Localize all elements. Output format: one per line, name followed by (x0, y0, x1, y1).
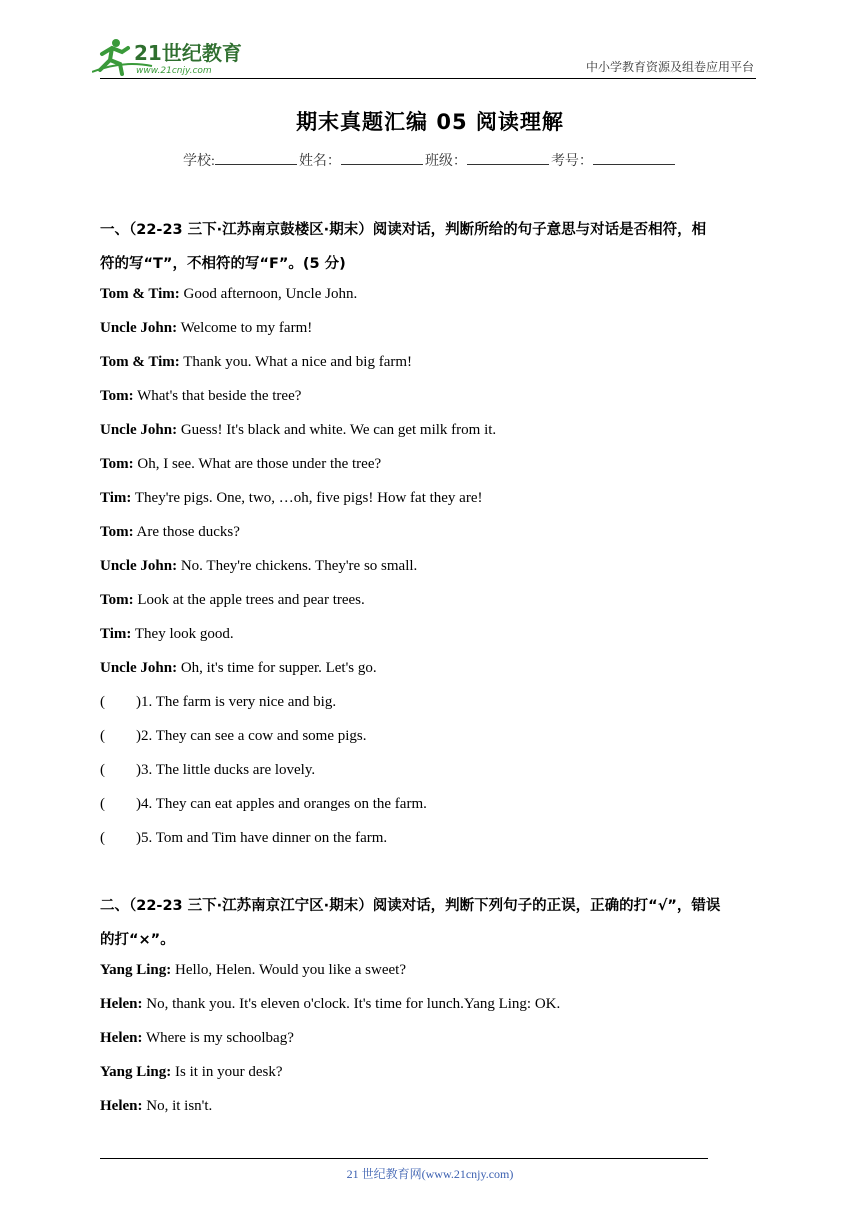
question-item (100, 728, 768, 745)
dialogue-line (100, 524, 768, 541)
speaker: Helen: (100, 1098, 143, 1114)
student-info-fields (0, 150, 860, 170)
utterance: Look at the apple trees and pear trees. (133, 592, 365, 608)
svg-text:21世纪教育: 21世纪教育 (134, 41, 242, 65)
question-text: )3. The little ducks are lovely. (136, 762, 316, 778)
dialogue-line (100, 1030, 768, 1047)
section1-heading-line1: 一、（22-23 三下·江苏南京鼓楼区·期末）阅读对话，判断所给的句子意思与对话是否相符，相 (100, 222, 707, 238)
dialogue-line (100, 558, 768, 575)
utterance: What's that beside the tree? (133, 388, 302, 404)
svg-text:www.21cnjy.com: www.21cnjy.com (136, 66, 212, 76)
utterance: They look good. (131, 626, 234, 642)
speaker: Tom: (100, 388, 134, 404)
utterance: Where is my schoolbag? (142, 1030, 294, 1046)
question-item (100, 762, 768, 779)
dialogue-line (100, 592, 768, 609)
section2-heading-line1: 二、（22-23 三下·江苏南京江宁区·期末）阅读对话，判断下列句子的正误，正确的打“√”，错误 (100, 898, 721, 914)
dialogue-line (100, 660, 768, 677)
school-label: 学校: (183, 154, 215, 169)
dialogue-line (100, 388, 768, 405)
speaker: Yang Ling: (100, 962, 172, 978)
speaker: Tim: (100, 490, 132, 506)
utterance: They're pigs. One, two, …oh, five pigs! How fat they are! (131, 490, 483, 506)
question-text: )4. They can eat apples and oranges on the farm. (136, 796, 427, 812)
footer-divider (100, 1158, 708, 1159)
name-label: 姓名： (298, 154, 341, 169)
question-item (100, 830, 768, 847)
logo-21cnjy (92, 36, 262, 76)
speaker: Uncle John: (100, 320, 178, 336)
dialogue-line (100, 456, 768, 473)
speaker: Tom: (100, 524, 134, 540)
exam-no-label: 考号： (550, 154, 593, 169)
utterance: Welcome to my farm! (177, 320, 313, 336)
dialogue-line (100, 1064, 768, 1081)
exam-no-blank[interactable] (593, 150, 675, 165)
speaker: Tom: (100, 592, 134, 608)
dialogue-line (100, 996, 768, 1013)
utterance: Oh, I see. What are those under the tree? (133, 456, 382, 472)
speaker: Uncle John: (100, 422, 178, 438)
utterance: Good afternoon, Uncle John. (179, 286, 358, 302)
answer-blank[interactable]: ( (100, 796, 105, 812)
answer-blank[interactable]: ( (100, 694, 105, 710)
dialogue-line (100, 354, 768, 371)
utterance: Guess! It's black and white. We can get milk from it. (177, 422, 497, 438)
speaker: Helen: (100, 1030, 143, 1046)
speaker: Uncle John: (100, 558, 178, 574)
speaker: Tom: (100, 456, 134, 472)
utterance: No, it isn't. (142, 1098, 213, 1114)
speaker: Helen: (100, 996, 143, 1012)
utterance: Hello, Helen. Would you like a sweet? (171, 962, 406, 978)
utterance: No. They're chickens. They're so small. (177, 558, 418, 574)
dialogue-line (100, 286, 768, 303)
class-label: 班级： (424, 154, 467, 169)
dialogue-line (100, 422, 768, 439)
name-blank[interactable] (341, 150, 423, 165)
footer-link[interactable]: 21 世纪教育网(www.21cnjy.com) (346, 1167, 514, 1181)
dialogue-line (100, 320, 768, 337)
question-text: )2. They can see a cow and some pigs. (136, 728, 367, 744)
answer-blank[interactable]: ( (100, 728, 105, 744)
section2-heading-line2: 的打“×”。 (100, 932, 175, 948)
header-platform-text: 中小学教育资源及组卷应用平台 (585, 60, 754, 74)
school-blank[interactable] (215, 150, 297, 165)
page-title: 期末真题汇编 05 阅读理解 (296, 110, 564, 134)
answer-blank[interactable]: ( (100, 830, 105, 846)
section1-heading-line2: 符的写“T”，不相符的写“F”。(5 分) (100, 256, 346, 272)
dialogue-line (100, 962, 768, 979)
dialogue-line (100, 1098, 768, 1115)
utterance: Are those ducks? (133, 524, 240, 540)
utterance: Is it in your desk? (171, 1064, 283, 1080)
page-header (100, 34, 756, 79)
speaker: Yang Ling: (100, 1064, 172, 1080)
question-text: )1. The farm is very nice and big. (136, 694, 337, 710)
utterance: Thank you. What a nice and big farm! (179, 354, 413, 370)
dialogue-line (100, 626, 768, 643)
question-item (100, 796, 768, 813)
speaker: Tim: (100, 626, 132, 642)
question-text: )5. Tom and Tim have dinner on the farm. (136, 830, 388, 846)
class-blank[interactable] (467, 150, 549, 165)
answer-blank[interactable]: ( (100, 762, 105, 778)
speaker: Tom & Tim: (100, 286, 180, 302)
utterance: Oh, it's time for supper. Let's go. (177, 660, 377, 676)
utterance: No, thank you. It's eleven o'clock. It's time for lunch.Yang Ling: OK. (142, 996, 561, 1012)
dialogue-line (100, 490, 768, 507)
question-item (100, 694, 768, 711)
speaker: Tom & Tim: (100, 354, 180, 370)
speaker: Uncle John: (100, 660, 178, 676)
